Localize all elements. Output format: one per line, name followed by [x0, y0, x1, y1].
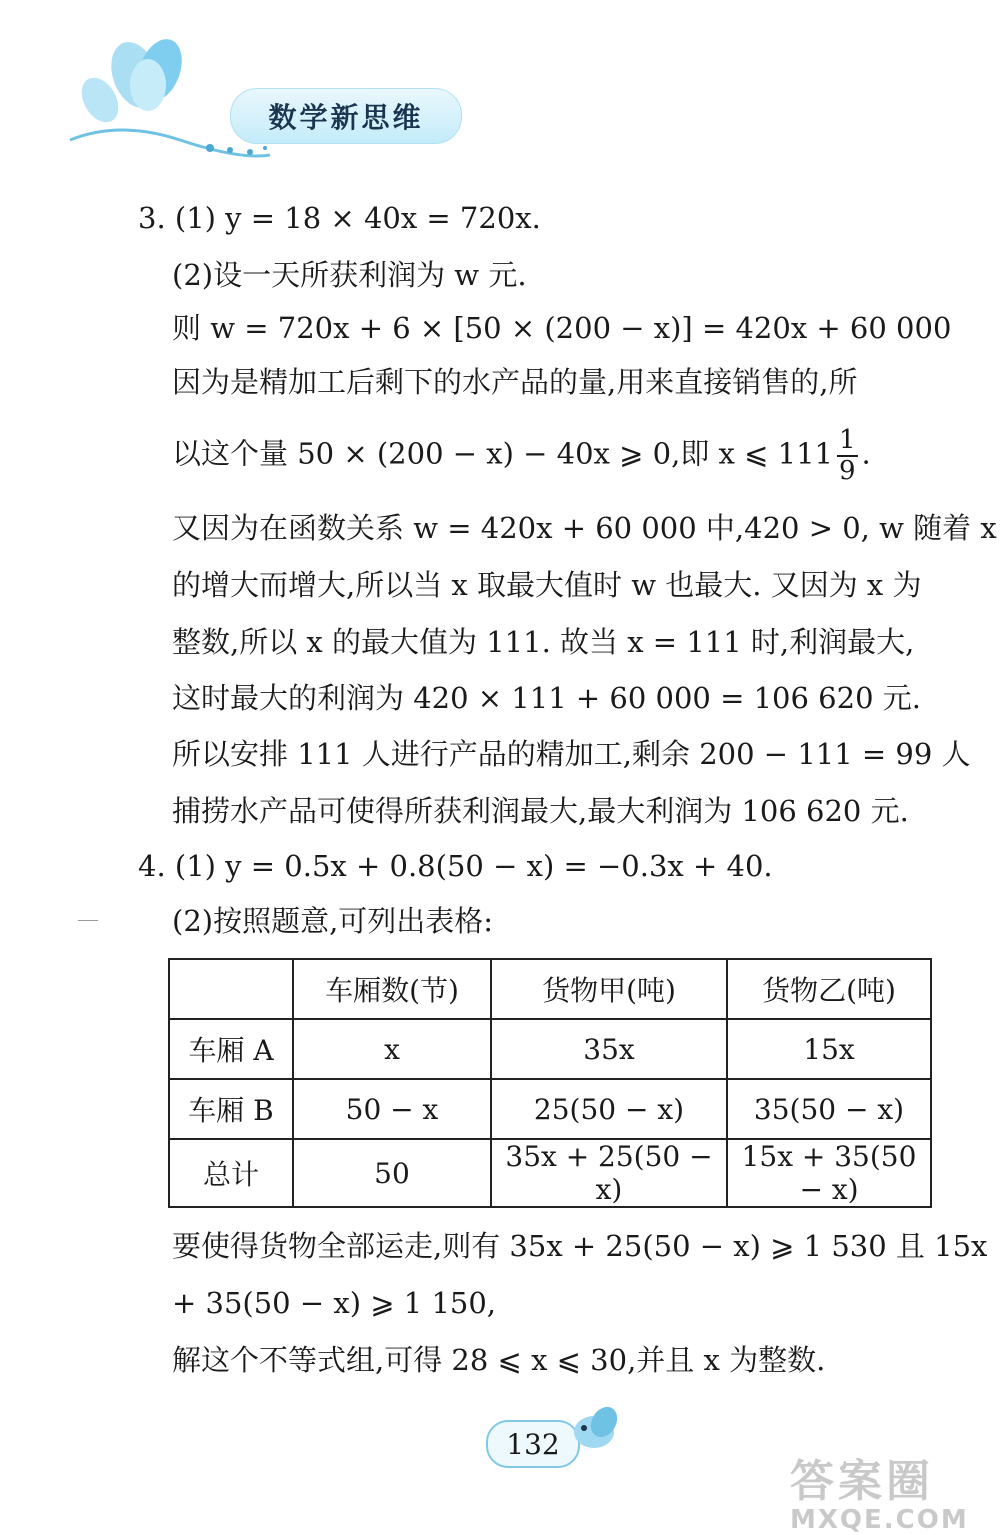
line-conclusion: 捕捞水产品可使得所获利润最大,最大利润为 106 620 元. — [172, 794, 909, 828]
table-cell: 35(50 − x) — [727, 1079, 931, 1139]
line-3-1: 3. (1) y = 18 × 40x = 720x. — [138, 201, 541, 235]
table-cell: 25(50 − x) — [491, 1079, 727, 1139]
fraction — [837, 426, 858, 485]
table-header-cell: 货物乙(吨) — [727, 959, 931, 1019]
line-integer: 整数,所以 x 的最大值为 111. 故当 x = 111 时,利润最大, — [172, 625, 915, 659]
book-title: 数学新思维 — [230, 88, 462, 144]
table-cell: 15x + 35(50 − x) — [727, 1139, 931, 1207]
line-w-formula: 则 w = 720x + 6 × [50 × (200 − x)] = 420x + 60 000 — [172, 311, 952, 345]
line-arrange: 所以安排 111 人进行产品的精加工,剩余 200 − 111 = 99 人 — [172, 737, 971, 771]
table-header-cell: 车厢数(节) — [293, 959, 491, 1019]
watermark-text: 答案圈 — [790, 1456, 934, 1507]
inequality-text: 以这个量 50 × (200 − x) − 40x ⩾ 0,即 x ⩽ 111 — [172, 436, 833, 471]
fraction-denominator: 9 — [838, 455, 856, 486]
table-cell: 35x + 25(50 − x) — [491, 1139, 727, 1207]
table-cell: x — [293, 1019, 491, 1079]
watermark-url: MXQE.COM — [790, 1505, 969, 1535]
table-cell: 车厢 B — [169, 1079, 293, 1139]
table-header-cell: 货物甲(吨) — [491, 959, 727, 1019]
table-cell: 15x — [727, 1019, 931, 1079]
line-max-profit: 这时最大的利润为 420 × 111 + 60 000 = 106 620 元. — [172, 681, 921, 715]
watermark — [790, 1445, 969, 1535]
line-increase: 的增大而增大,所以当 x 取最大值时 w 也最大. 又因为 x 为 — [172, 568, 922, 602]
line-transport-cont: + 35(50 − x) ⩾ 1 150, — [172, 1286, 497, 1320]
line-reason: 因为是精加工后剩下的水产品的量,用来直接销售的,所 — [172, 365, 858, 399]
page-number: 132 — [486, 1420, 580, 1468]
table-cell: 车厢 A — [169, 1019, 293, 1079]
line-transport: 要使得货物全部运走,则有 35x + 25(50 − x) ⩾ 1 530 且 15x — [172, 1229, 988, 1263]
table-cell: 35x — [491, 1019, 727, 1079]
table-cell: 总计 — [169, 1139, 293, 1207]
table-cell: 50 — [293, 1139, 491, 1207]
table-row — [169, 1079, 931, 1139]
cargo-table — [168, 958, 932, 1208]
line-inequality — [172, 426, 871, 485]
table-header-cell — [169, 959, 293, 1019]
bird-decoration-icon — [566, 1402, 626, 1458]
margin-mark — [78, 920, 98, 921]
fraction-numerator: 1 — [838, 425, 856, 455]
fraction-tail: . — [861, 436, 871, 471]
table-row — [169, 1019, 931, 1079]
line-4-2: (2)按照题意,可列出表格: — [172, 904, 494, 938]
line-function: 又因为在函数关系 w = 420x + 60 000 中,420 > 0, w 随着 x — [172, 511, 997, 545]
table-header-row — [169, 959, 931, 1019]
line-3-2: (2)设一天所获利润为 w 元. — [172, 258, 527, 292]
table-cell: 50 − x — [293, 1079, 491, 1139]
line-4-1: 4. (1) y = 0.5x + 0.8(50 − x) = −0.3x + 40. — [138, 849, 773, 883]
line-solve: 解这个不等式组,可得 28 ⩽ x ⩽ 30,并且 x 为整数. — [172, 1343, 826, 1377]
table-row — [169, 1139, 931, 1207]
